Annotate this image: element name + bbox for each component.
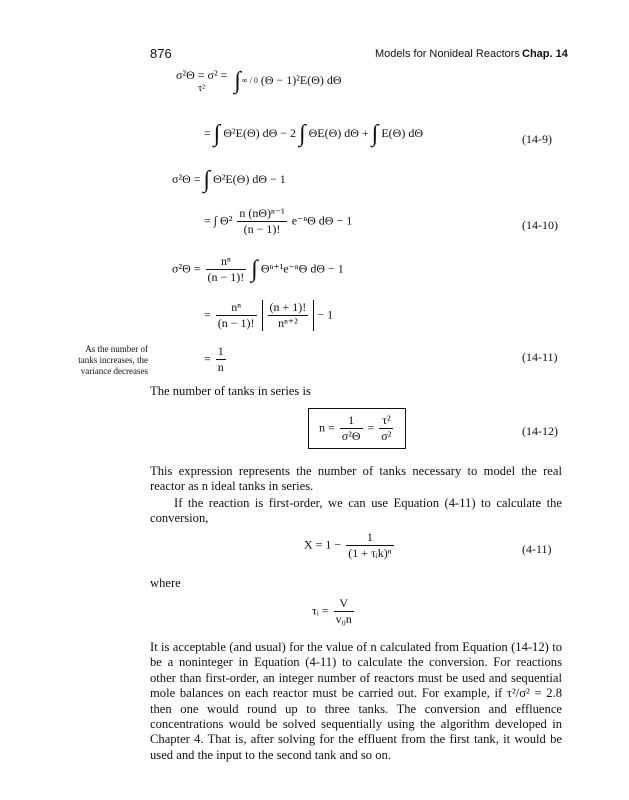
equation-variance-gamma — [172, 254, 344, 285]
eq5-body: Θⁿ⁺¹e⁻ⁿΘ dΘ − 1 — [260, 261, 344, 276]
eq3-body: Θ²E(Θ) dΘ − 1 — [213, 171, 286, 186]
margin-note-line3: variance decreases — [80, 366, 148, 376]
equation-14-9: = ∫ Θ²E(Θ) dΘ − 2 ∫ ΘE(Θ) dΘ + ∫ E(Θ) dΘ — [204, 121, 423, 147]
eq4-tail: e⁻ⁿΘ dΘ − 1 — [291, 213, 353, 228]
paragraph-noninteger: It is acceptable (and usual) for the value of n calculated from Equation (14-12) to be a noninteger in Equation (4-11) to calculate the conversion. For reactions other than first-order, an integer number of reactors must be used and sequential mole balances on each reactor must be carried out. For example, if τ²/σ² = 2.8 then one would round up to three tanks. The conversion and effluence concentrations would be solved sequentially using the algorithm developed in Chapter 4. That is, after solving for the effluent from the first tank, it would be used and the input to the second tank and so on. — [150, 640, 562, 762]
eq5-lhs: σ²Θ = — [172, 261, 201, 276]
eq3-lhs: σ²Θ = — [172, 171, 201, 186]
paragraph-first-order: If the reaction is first-order, we can use Equation (4-11) to calculate the conversion, — [150, 496, 562, 526]
eq-number-14-11: (14-11) — [522, 350, 558, 364]
eq6-bracket-den: nⁿ⁺² — [268, 315, 309, 331]
eq8-num2: τ² — [382, 413, 391, 427]
equation-14-11: = $\frac{1}{n}$ — [204, 344, 224, 374]
eq8-den1: σ²Θ — [341, 429, 361, 443]
running-title: Models for Nonideal Reactors — [375, 48, 520, 60]
equation-14-10 — [204, 206, 352, 237]
eq6-den: (n − 1)! — [217, 316, 255, 330]
page-number: 876 — [150, 46, 172, 61]
margin-note-line1: As the number of — [85, 344, 148, 354]
equation-variance-def — [172, 68, 342, 94]
equation-14-12 — [308, 408, 406, 449]
eq5-den: (n − 1)! — [207, 270, 245, 284]
eq6-tail: − 1 — [317, 307, 334, 322]
eq2-term3: ΘE(Θ) dΘ — [308, 125, 359, 140]
equation-4-11 — [304, 530, 396, 561]
eq2-term5: E(Θ) dΘ — [381, 125, 423, 140]
eq8-lhs: n = — [319, 420, 335, 435]
paragraph-expression: This expression represents the number of tanks necessary to model the real reactor as n ideal tanks in series. — [150, 464, 562, 494]
eq4-lead: = ∫ Θ² — [204, 213, 233, 228]
equation-box — [308, 408, 406, 449]
eq4-den: (n − 1)! — [237, 221, 286, 237]
eq9-num: 1 — [366, 530, 373, 544]
eq7-num: 1 — [217, 344, 224, 358]
integral-sign: ∫ — [299, 121, 306, 147]
eq8-num1: 1 — [348, 413, 355, 427]
equation-space-time — [312, 596, 356, 627]
integral-sign: ∫ — [203, 167, 211, 193]
eq6-bracket-num: (n + 1)! — [269, 300, 307, 314]
where-text: where — [150, 576, 181, 590]
eq-number-14-12: (14-12) — [522, 424, 558, 438]
eq8-den2: σ² — [381, 429, 392, 443]
eq5-num: nⁿ — [220, 254, 231, 268]
margin-note-line2: tanks increases, the — [78, 355, 148, 365]
eq10-den: v₀n — [335, 612, 352, 626]
eq10-num: V — [339, 596, 348, 610]
eq2-term1: Θ²E(Θ) dΘ — [223, 125, 278, 140]
eq-number-14-9: (14-9) — [522, 132, 552, 146]
eq-number-4-11: (4-11) — [522, 542, 552, 556]
integral-sign: ∫ — [371, 121, 379, 147]
integral-sign: ∫ — [213, 121, 221, 147]
integral-sign: ∫ — [251, 256, 258, 283]
eq-number-14-10: (14-10) — [522, 218, 558, 232]
eq9-lhs: X = 1 − — [304, 537, 342, 552]
eq1-limits: ∞ / 0 — [241, 76, 258, 85]
eq6-num: nⁿ — [231, 300, 242, 314]
series-intro-text: The number of tanks in series is — [150, 384, 311, 398]
eq2-term2: − 2 — [280, 125, 297, 140]
equation-variance-factorial: = $\frac{\text{nⁿ}}{(n - 1)!}$ $\frac{(n + 1)!}{\text{nⁿ⁺²}}$ − 1 — [204, 300, 334, 330]
eq9-den: (1 + τᵢk)ⁿ — [348, 546, 392, 560]
eq1-body: (Θ − 1)²E(Θ) dΘ — [260, 72, 342, 87]
eq7-den: n — [217, 360, 224, 374]
margin-note — [40, 344, 148, 377]
eq2-term4: + — [361, 125, 369, 140]
equation-variance-simplified — [172, 168, 286, 192]
eq1-lhs: σ²Θ = σ² = — [176, 68, 228, 82]
integral-sign: ∫ — [234, 68, 241, 94]
eq8-eq: = — [367, 420, 375, 435]
eq1-lhs-den: τ² — [198, 83, 206, 94]
chapter-label: Chap. 14 — [522, 48, 568, 60]
eq10-lhs: τᵢ = — [312, 603, 329, 618]
eq4-num: n (nΘ)ⁿ⁻¹ — [239, 206, 285, 220]
